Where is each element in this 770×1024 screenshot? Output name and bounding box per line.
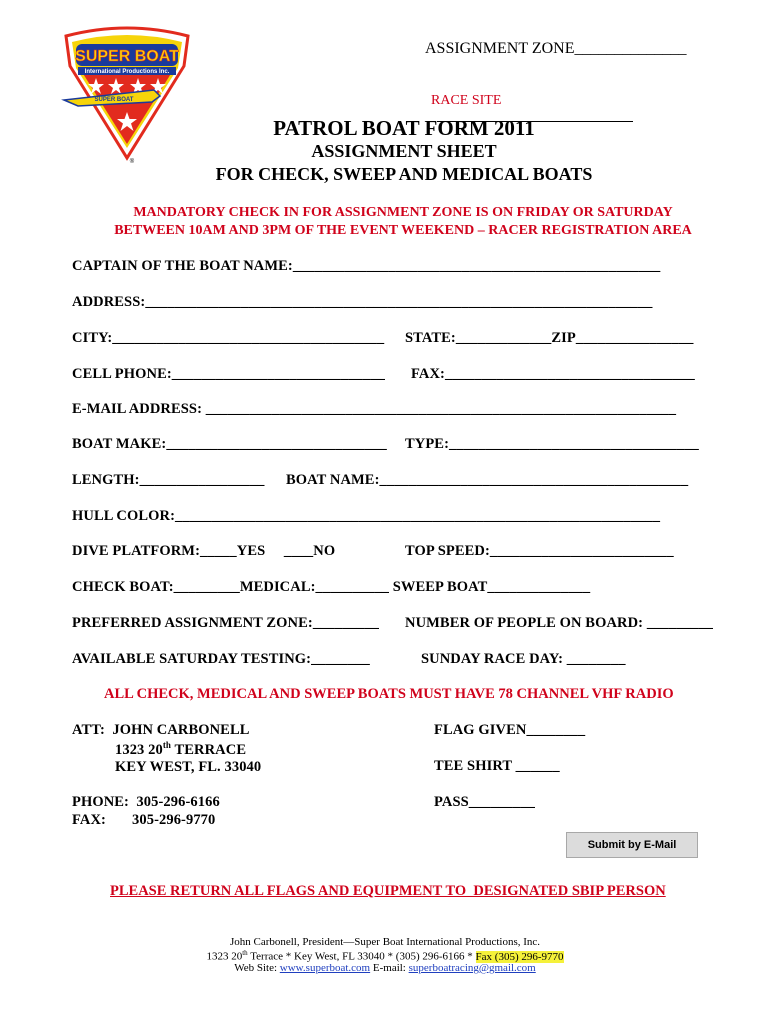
- city-line: KEY WEST, FL. 33040: [115, 759, 262, 775]
- flag-given-field[interactable]: FLAG GIVEN________: [434, 722, 586, 738]
- address-field[interactable]: ADDRESS:_____________________________________________________________________: [72, 294, 653, 310]
- saturday-testing-field[interactable]: AVAILABLE SATURDAY TESTING:________: [72, 651, 370, 667]
- footer-fax-highlight: Fax (305) 296-9770: [475, 950, 564, 963]
- website-link[interactable]: www.superboat.com: [279, 962, 371, 974]
- subtitle-boats: FOR CHECK, SWEEP AND MEDICAL BOATS: [215, 164, 593, 184]
- city-field[interactable]: CITY:_____________________________________: [72, 330, 385, 346]
- cell-phone-field[interactable]: CELL PHONE:_____________________________: [72, 366, 385, 382]
- svg-text:SUPER BOAT: SUPER BOAT: [75, 48, 179, 65]
- length-field[interactable]: LENGTH:_________________: [72, 472, 265, 488]
- dive-platform-field[interactable]: DIVE PLATFORM:_____YES ____NO: [72, 543, 336, 559]
- state-zip-field[interactable]: STATE:_____________ZIP________________: [405, 330, 694, 346]
- att-line: ATT: JOHN CARBONELL: [72, 722, 250, 738]
- fax-line: FAX: 305-296-9770: [72, 812, 216, 828]
- footer-web-line: [0, 962, 770, 974]
- boat-make-field[interactable]: BOAT MAKE:______________________________: [72, 436, 387, 452]
- fax-field[interactable]: FAX:__________________________________: [411, 366, 695, 382]
- checkin-notice-line1: MANDATORY CHECK IN FOR ASSIGNMENT ZONE IS ON FRIDAY OR SATURDAY: [133, 205, 673, 220]
- footer-address-line: [0, 949, 770, 963]
- footer-web-label: Web Site:: [234, 962, 280, 974]
- boat-type-field[interactable]: TYPE:__________________________________: [405, 436, 699, 452]
- email-link[interactable]: superboatracing@gmail.com: [408, 962, 536, 974]
- email-field[interactable]: E-MAIL ADDRESS: ________________________________________________________________: [72, 401, 677, 417]
- phone-line: PHONE: 305-296-6166: [72, 794, 220, 810]
- checkin-notice-line2: BETWEEN 10AM AND 3PM OF THE EVENT WEEKEND – RACER REGISTRATION AREA: [114, 223, 692, 238]
- pass-field[interactable]: PASS_________: [434, 794, 535, 810]
- footer-street-num: 1323 20: [206, 950, 243, 963]
- preferred-zone-field[interactable]: PREFERRED ASSIGNMENT ZONE:_________: [72, 615, 379, 631]
- submit-by-email-button[interactable]: Submit by E-Mail: [566, 832, 698, 858]
- street-address: [115, 740, 246, 759]
- captain-name-field[interactable]: CAPTAIN OF THE BOAT NAME:__________________________________________________: [72, 258, 661, 274]
- tee-shirt-field[interactable]: TEE SHIRT ______: [434, 758, 560, 774]
- svg-text:International Productions Inc.: International Productions Inc.: [84, 69, 170, 75]
- return-notice: PLEASE RETURN ALL FLAGS AND EQUIPMENT TO DESIGNATED SBIP PERSON: [110, 883, 666, 899]
- street-suffix: th: [162, 740, 172, 750]
- hull-color-field[interactable]: HULL COLOR:__________________________________________________________________: [72, 508, 661, 524]
- top-speed-field[interactable]: TOP SPEED:_________________________: [405, 543, 674, 559]
- footer-email-label: E-mail:: [370, 962, 409, 974]
- footer-street-suffix: th: [242, 949, 248, 957]
- footer-address-text: Terrace * Key West, FL 33040 * (305) 296-6166 *: [247, 950, 476, 963]
- svg-text:SUPER BOAT: SUPER BOAT: [94, 97, 134, 103]
- sunday-race-day-field[interactable]: SUNDAY RACE DAY: ________: [421, 651, 626, 667]
- assignment-zone-field[interactable]: ASSIGNMENT ZONE______________: [425, 40, 687, 57]
- street-number: 1323 20: [115, 741, 163, 758]
- radio-notice: ALL CHECK, MEDICAL AND SWEEP BOATS MUST HAVE 78 CHANNEL VHF RADIO: [104, 686, 674, 702]
- boat-name-field[interactable]: BOAT NAME:__________________________________________: [286, 472, 689, 488]
- subtitle-assignment: ASSIGNMENT SHEET: [311, 141, 497, 161]
- footer-president-line: John Carbonell, President—Super Boat International Productions, Inc.: [229, 936, 541, 948]
- boat-role-field[interactable]: CHECK BOAT:_________MEDICAL:__________ SWEEP BOAT______________: [72, 579, 591, 595]
- page-title: PATROL BOAT FORM 2011: [273, 116, 535, 140]
- people-on-board-field[interactable]: NUMBER OF PEOPLE ON BOARD: _________: [405, 615, 713, 631]
- street-name: TERRACE: [171, 741, 247, 758]
- svg-text:®: ®: [129, 159, 135, 165]
- race-site-text: RACE SITE: [431, 93, 502, 108]
